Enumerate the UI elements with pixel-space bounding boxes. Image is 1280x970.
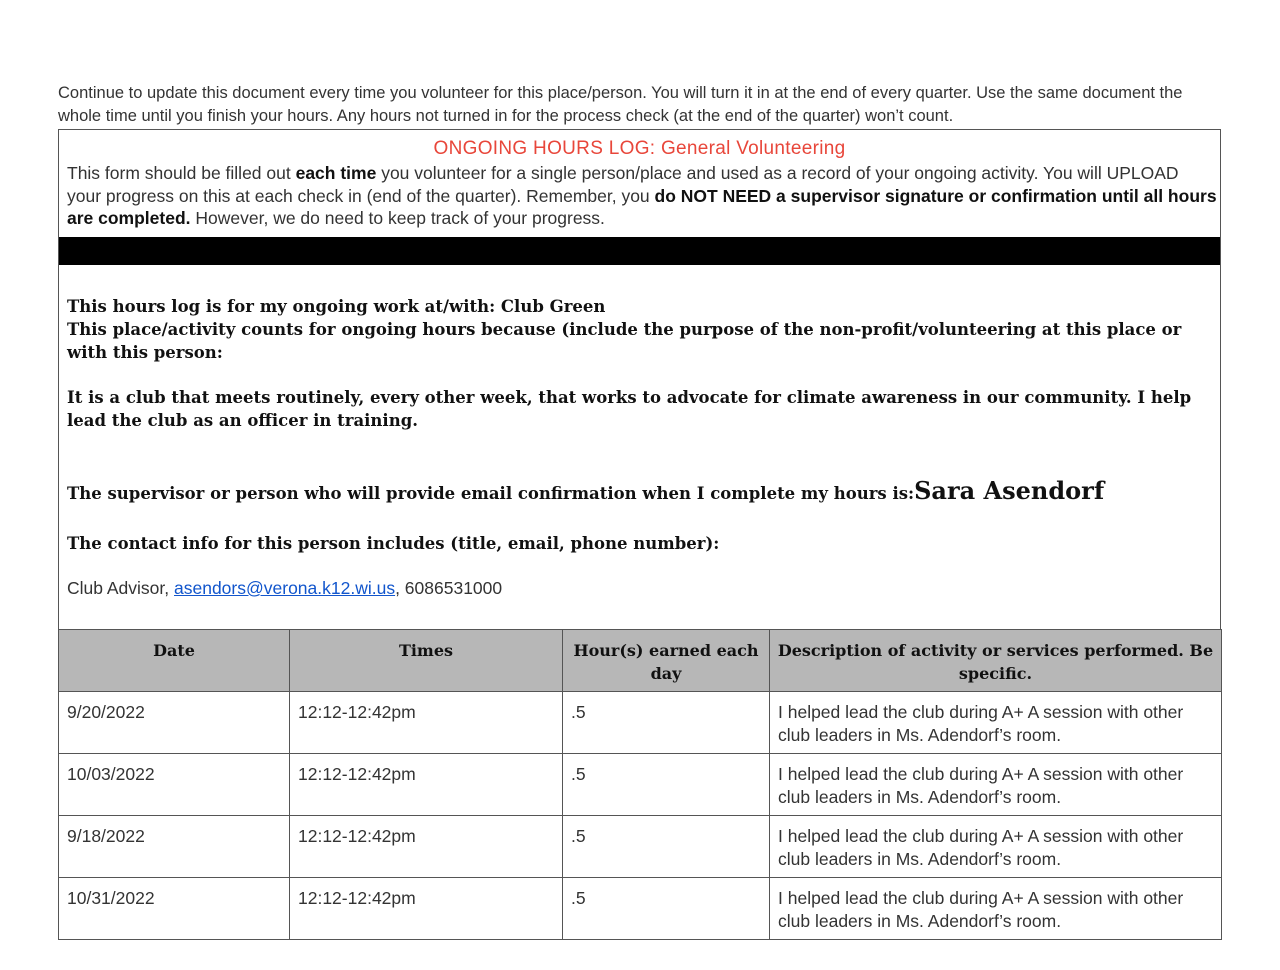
cell-hours: .5 bbox=[563, 692, 770, 754]
cell-hours: .5 bbox=[563, 816, 770, 878]
cell-date: 9/20/2022 bbox=[59, 692, 290, 754]
hours-log-form bbox=[58, 129, 1221, 629]
divider-bar bbox=[59, 237, 1220, 265]
supervisor-name: Sara Asendorf bbox=[914, 476, 1105, 505]
cell-description: I helped lead the club during A+ A session with other club leaders in Ms. Adendorf’s room. bbox=[770, 692, 1222, 754]
form-text-bold: each time bbox=[295, 163, 377, 183]
form-text-part: you volunteer for a single person/place and used as a record of your ongoing activity. You will UPLOAD your progress on this at each check in (end of the quarter). Remember, you bbox=[67, 163, 1179, 206]
form-text-part: However, we do need to keep track of your progress. bbox=[190, 208, 605, 228]
cell-date: 9/18/2022 bbox=[59, 816, 290, 878]
header-date: Date bbox=[59, 630, 290, 692]
supervisor-label: The supervisor or person who will provide email confirmation when I complete my hours is: bbox=[67, 484, 915, 503]
cell-times: 12:12-12:42pm bbox=[290, 754, 563, 816]
cell-description: I helped lead the club during A+ A session with other club leaders in Ms. Adendorf’s room. bbox=[770, 754, 1222, 816]
cell-hours: .5 bbox=[563, 878, 770, 940]
contact-phone: , 6086531000 bbox=[395, 578, 503, 598]
header-times: Times bbox=[290, 630, 563, 692]
contact-info bbox=[67, 577, 1217, 600]
cell-times: 12:12-12:42pm bbox=[290, 878, 563, 940]
form-text-bold: do NOT NEED a supervisor signature or confirmation until all hours are completed. bbox=[67, 185, 1217, 228]
cell-times: 12:12-12:42pm bbox=[290, 692, 563, 754]
contact-email-link[interactable]: asendors@verona.k12.wi.us bbox=[174, 578, 396, 598]
cell-description: I helped lead the club during A+ A session with other club leaders in Ms. Adendorf’s room. bbox=[770, 878, 1222, 940]
header-description: Description of activity or services performed. Be specific. bbox=[770, 630, 1222, 692]
table-row bbox=[59, 692, 1222, 754]
cell-hours: .5 bbox=[563, 754, 770, 816]
log-title: ONGOING HOURS LOG: General Volunteering bbox=[433, 138, 846, 159]
contact-title: Club Advisor, bbox=[67, 578, 174, 598]
intro-instructions: Continue to update this document every time you volunteer for this place/person. You will turn it in at the end of every quarter. Use the same document the whole time until you finish your hours. Any hours not turned in for the process check (at the end of the quarter) won’t count. bbox=[58, 84, 1183, 125]
table-row bbox=[59, 816, 1222, 878]
ongoing-work-line: This hours log is for my ongoing work at/with: Club Green bbox=[67, 297, 606, 316]
header-hours: Hour(s) earned each day bbox=[563, 630, 770, 692]
table-header-row bbox=[59, 630, 1222, 692]
form-description bbox=[67, 162, 1217, 230]
form-text-part: This form should be filled out bbox=[67, 163, 296, 183]
purpose-answer: It is a club that meets routinely, every other week, that works to advocate for climate awareness in our community. I help lead the club as an officer in training. bbox=[67, 388, 1192, 430]
purpose-prompt: This place/activity counts for ongoing hours because (include the purpose of the non-profit/volunteering at this place or with this person: bbox=[67, 320, 1182, 362]
supervisor-line bbox=[67, 476, 1217, 505]
cell-date: 10/31/2022 bbox=[59, 878, 290, 940]
cell-description: I helped lead the club during A+ A session with other club leaders in Ms. Adendorf’s room. bbox=[770, 816, 1222, 878]
table-row bbox=[59, 878, 1222, 940]
contact-label: The contact info for this person includes (title, email, phone number): bbox=[67, 534, 720, 553]
hours-table bbox=[58, 629, 1222, 940]
table-row bbox=[59, 754, 1222, 816]
cell-date: 10/03/2022 bbox=[59, 754, 290, 816]
cell-times: 12:12-12:42pm bbox=[290, 816, 563, 878]
